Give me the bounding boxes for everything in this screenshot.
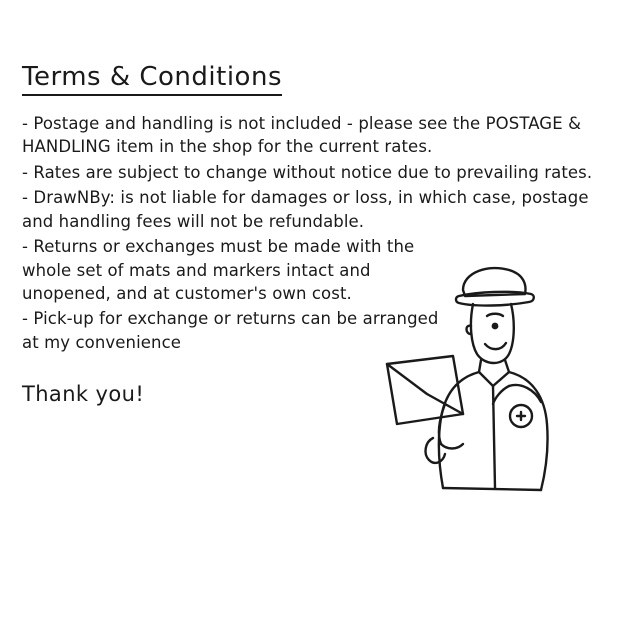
page-title: Terms & Conditions bbox=[22, 62, 282, 96]
list-item: - DrawNBy: is not liable for damages or loss, in which case, postage and handling fees will not be refundable. bbox=[22, 188, 589, 231]
list-item: - Postage and handling is not included - please see the POSTAGE & HANDLING item in the shop for the current rates. bbox=[22, 114, 582, 157]
list-item: - Rates are subject to change without notice due to prevailing rates. bbox=[22, 162, 593, 182]
list-item: - Pick-up for exchange or returns can be arranged at my convenience bbox=[22, 309, 439, 352]
list-item: - Returns or exchanges must be made with the whole set of mats and markers intact and unopened, and at customer's own cost. bbox=[22, 237, 415, 303]
closing-text: Thank you! bbox=[22, 382, 145, 407]
postman-with-envelope-icon bbox=[381, 252, 571, 502]
postman-illustration bbox=[381, 252, 571, 502]
